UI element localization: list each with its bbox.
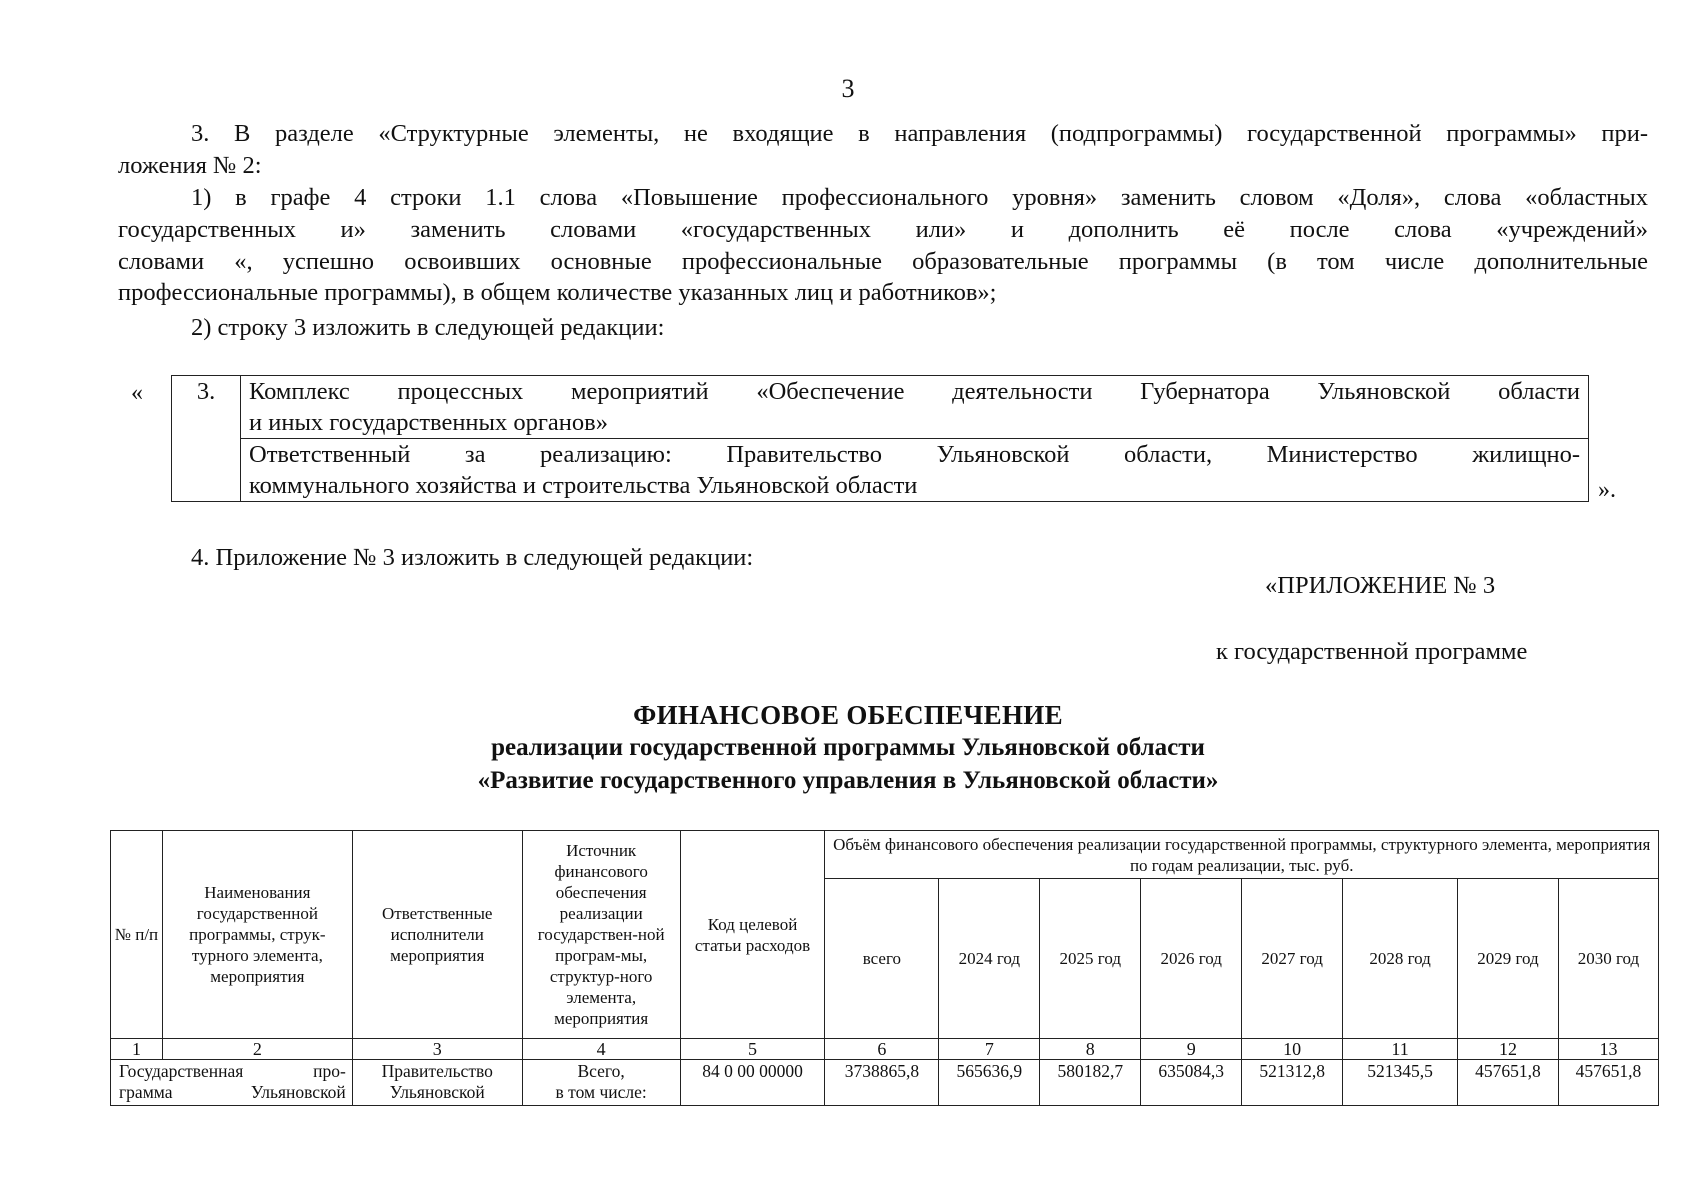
column-number: 7 <box>939 1039 1040 1060</box>
header-2027: 2027 год <box>1242 879 1343 1039</box>
header-col4: Источник финансового обеспечения реализации государствен-ной програм-мы, структур-ного элемента, мероприятия <box>522 831 680 1039</box>
source-line1: Всего, <box>577 1061 625 1081</box>
header-2026: 2026 год <box>1141 879 1242 1039</box>
column-number: 11 <box>1343 1039 1458 1060</box>
item1-first <box>118 182 1648 214</box>
value-2030: 457651,8 <box>1558 1060 1658 1106</box>
header-col5: Код целевой статьи расходов <box>680 831 825 1039</box>
item1-line4: профессиональные программы), в общем количестве указанных лиц и работников»; <box>118 279 997 306</box>
row3-responsible-line2: коммунального хозяйства и строительства Ульяновской области <box>249 472 918 499</box>
item1-line2: государственных и» заменить словами «государственных или» и дополнить её после слова «учреждений» <box>118 216 1648 243</box>
annex-label: «ПРИЛОЖЕНИЕ № 3 <box>1265 572 1496 599</box>
header-2028: 2028 год <box>1343 879 1458 1039</box>
source-line2: в том числе: <box>555 1082 647 1102</box>
column-number: 9 <box>1141 1039 1242 1060</box>
program-name-line2: грамма Ульяновской <box>119 1082 346 1102</box>
responsible-line2: Ульяновской <box>389 1082 485 1102</box>
table-row <box>111 1060 1659 1106</box>
column-number: 12 <box>1458 1039 1559 1060</box>
finance-header-row1 <box>111 831 1659 879</box>
heading-line1: ФИНАНСОВОЕ ОБЕСПЕЧЕНИЕ <box>633 700 1063 730</box>
column-number: 2 <box>162 1039 352 1060</box>
heading-line3: «Развитие государственного управления в Ульяновской области» <box>477 767 1219 794</box>
item1-line1: 1) в графе 4 строки 1.1 слова «Повышение профессионального уровня» заменить словом «Доля», слова «областных <box>191 184 1648 211</box>
section3-intro <box>118 118 1648 150</box>
column-number: 8 <box>1040 1039 1141 1060</box>
section4-text: 4. Приложение № 3 изложить в следующей редакции: <box>191 544 754 571</box>
value-2024: 565636,9 <box>939 1060 1040 1106</box>
source-cell <box>522 1060 680 1106</box>
section3-intro-cont <box>118 150 1648 182</box>
value-2029: 457651,8 <box>1458 1060 1559 1106</box>
header-col2: Наименования государственной программы, струк-турного элемента, мероприятия <box>162 831 352 1039</box>
responsible-cell <box>352 1060 522 1106</box>
header-2024: 2024 год <box>939 879 1040 1039</box>
row3-title-cell <box>241 376 1589 439</box>
row3-title-line1: Комплекс процессных мероприятий «Обеспечение деятельности Губернатора Ульяновской области <box>249 378 1580 405</box>
column-number: 4 <box>522 1039 680 1060</box>
column-number: 10 <box>1242 1039 1343 1060</box>
column-number: 1 <box>111 1039 163 1060</box>
value-2025: 580182,7 <box>1040 1060 1141 1106</box>
value-2026: 635084,3 <box>1141 1060 1242 1106</box>
row3-responsible-line1: Ответственный за реализацию: Правительство Ульяновской области, Министерство жилищно- <box>249 441 1580 468</box>
row3-title-line2: и иных государственных органов» <box>249 409 608 436</box>
section3-intro-line2: ложения № 2: <box>118 152 262 179</box>
header-col3: Ответственные исполнители мероприятия <box>352 831 522 1039</box>
quote-close: ». <box>1598 477 1616 503</box>
page-number: 3 <box>841 74 855 103</box>
row3-table <box>171 375 1589 502</box>
program-name-line1: Государственная про- <box>119 1061 346 1081</box>
item1-line3: словами «, успешно освоивших основные профессиональные образовательные программы (в том числе дополнительные <box>118 247 1648 275</box>
code-cell: 84 0 00 00000 <box>680 1060 825 1106</box>
responsible-line1: Правительство <box>381 1061 493 1081</box>
column-number: 6 <box>825 1039 939 1060</box>
header-group: Объём финансового обеспечения реализации государственной программы, структурного элемента, мероприятия по годам реализации, тыс. руб. <box>825 831 1659 879</box>
row3-number: 3. <box>172 376 241 502</box>
column-number: 3 <box>352 1039 522 1060</box>
section3-intro-line1: 3. В разделе «Структурные элементы, не входящие в направления (подпрограммы) государственной программы» при- <box>191 120 1648 147</box>
finance-table <box>110 830 1659 1106</box>
item2 <box>118 312 1648 344</box>
column-number-row <box>111 1039 1659 1060</box>
header-2030: 2030 год <box>1558 879 1658 1039</box>
annex-to: к государственной программе <box>1216 638 1528 665</box>
program-name-cell <box>111 1060 353 1106</box>
total-cell: 3738865,8 <box>825 1060 939 1106</box>
column-number: 5 <box>680 1039 825 1060</box>
header-2029: 2029 год <box>1458 879 1559 1039</box>
value-2027: 521312,8 <box>1242 1060 1343 1106</box>
item1-rest <box>118 214 1648 309</box>
value-2028: 521345,5 <box>1343 1060 1458 1106</box>
column-number: 13 <box>1558 1039 1658 1060</box>
row3-responsible-cell <box>241 439 1589 502</box>
heading-line2: реализации государственной программы Ульяновской области <box>491 734 1205 761</box>
header-total: всего <box>825 879 939 1039</box>
quote-open: « <box>131 380 143 406</box>
header-2025: 2025 год <box>1040 879 1141 1039</box>
section4 <box>118 542 1648 574</box>
item2-text: 2) строку 3 изложить в следующей редакции: <box>191 314 665 341</box>
header-col1: № п/п <box>111 831 163 1039</box>
